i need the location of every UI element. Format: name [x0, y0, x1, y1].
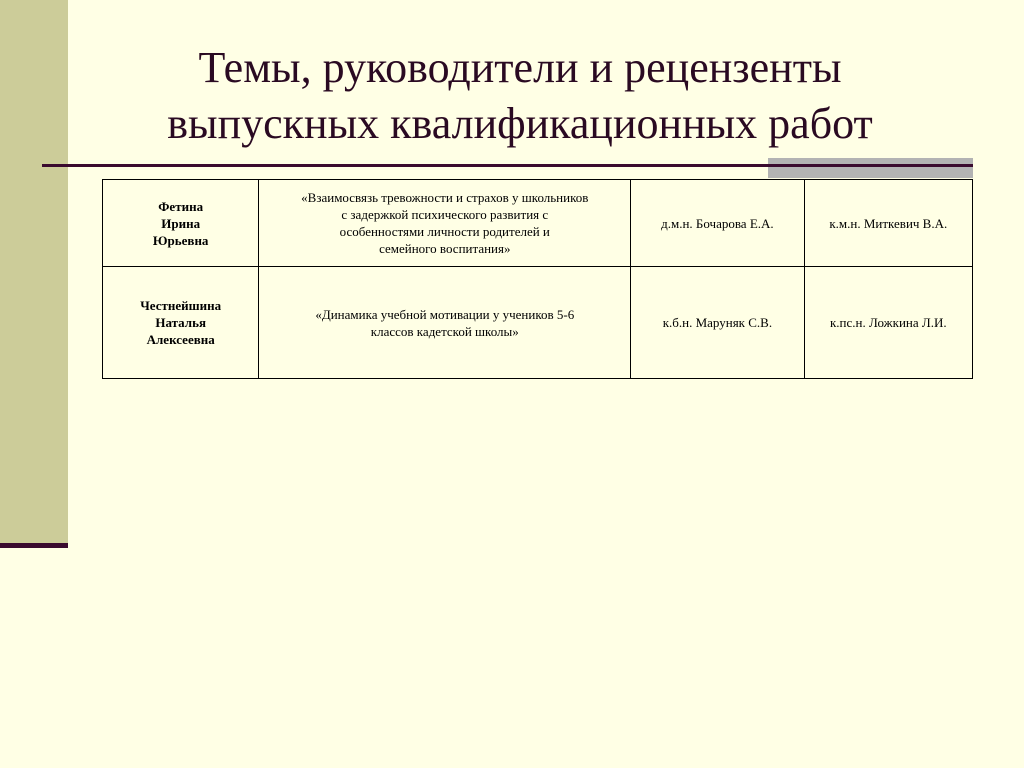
reviewer-cell: к.м.н. Миткевич В.А. — [804, 180, 972, 267]
student-first-name: Наталья — [155, 315, 206, 330]
table-row — [103, 180, 973, 267]
decorative-grey-block — [768, 158, 973, 178]
title-line-1: Темы, руководители и рецензенты — [198, 43, 842, 92]
supervisor-cell: д.м.н. Бочарова Е.А. — [631, 180, 804, 267]
topic-line: особенностями личности родителей и — [339, 224, 550, 239]
topic-cell — [259, 267, 631, 379]
table-row — [103, 267, 973, 379]
student-patronymic: Юрьевна — [152, 232, 209, 248]
topic-cell — [259, 180, 631, 267]
topic-line: «Взаимосвязь тревожности и страхов у школьников — [301, 190, 589, 205]
slide-title — [80, 40, 960, 152]
student-patronymic: Алексеевна — [146, 332, 215, 347]
supervisor-cell: к.б.н. Маруняк С.В. — [631, 267, 804, 379]
student-name-cell — [103, 267, 259, 379]
topic-line: семейного воспитания» — [379, 241, 511, 256]
theses-table — [102, 179, 973, 379]
topic-line: «Динамика учебной мотивации у учеников 5-6 — [315, 306, 575, 322]
side-accent-bar — [0, 0, 68, 545]
title-line-2: выпускных квалификационных работ — [167, 99, 873, 148]
student-surname: Честнейшина — [140, 298, 222, 313]
side-accent-line — [0, 543, 68, 548]
student-name-cell — [103, 180, 259, 267]
topic-line: с задержкой психического развития с — [341, 207, 549, 222]
student-surname: Фетина — [158, 198, 204, 214]
student-first-name: Ирина — [161, 215, 201, 231]
topic-line: классов кадетской школы» — [370, 323, 519, 339]
reviewer-cell: к.пс.н. Ложкина Л.И. — [804, 267, 972, 379]
